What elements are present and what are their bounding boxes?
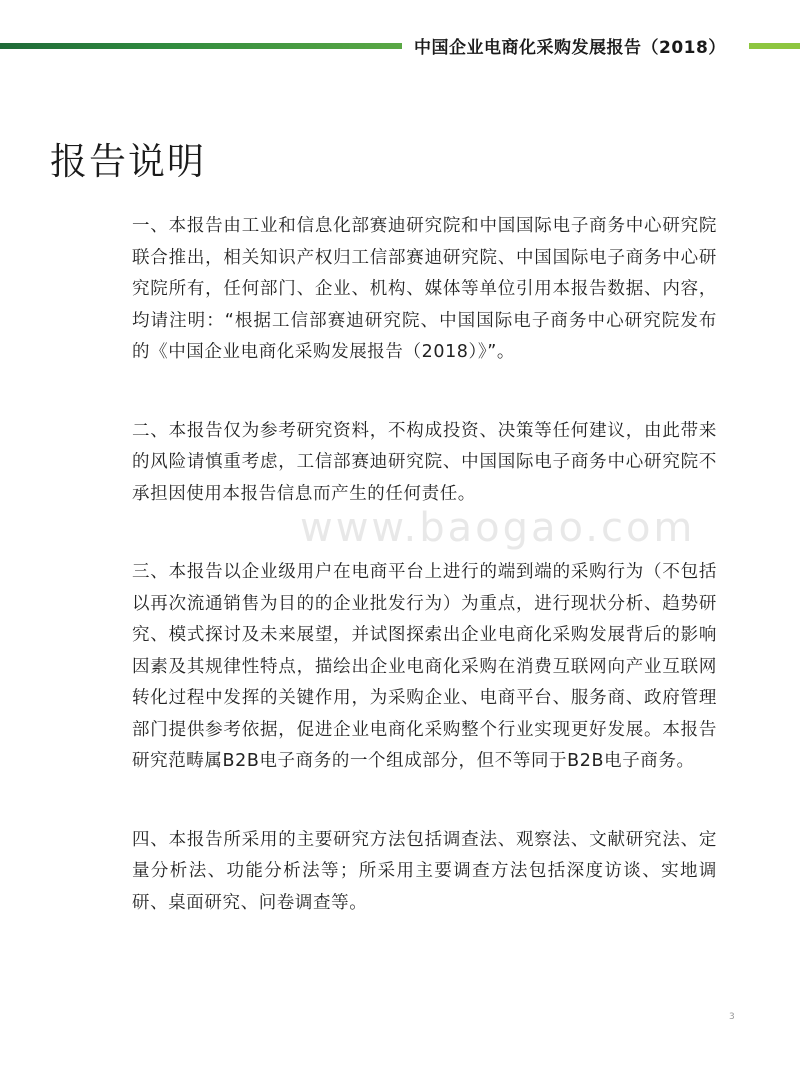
page-number: 3 (729, 1012, 735, 1022)
note-paragraph-2: 二、本报告仅为参考研究资料，不构成投资、决策等任何建议，由此带来的风险请慎重考虑，工信部赛迪研究院、中国国际电子商务中心研究院不承担因使用本报告信息而产生的任何责任。 (132, 420, 717, 504)
note-paragraph-3: 三、本报告以企业级用户在电商平台上进行的端到端的采购行为（不包括以再次流通销售为目的的企业批发行为）为重点，进行现状分析、趋势研究、模式探讨及未来展望，并试图探索出企业电商化采购发展背后的影响因素及其规律性特点，描绘出企业电商化采购在消费互联网向产业互联网转化过程中发挥的关键作用，为采购企业、电商平台、服务商、政府管理部门提供参考依据，促进企业电商化采购整个行业实现更好发展。本报告研究范畴属B2B电子商务的一个组成部分，但不等同于B2B电子商务。 (132, 562, 717, 771)
note-paragraph-4: 四、本报告所采用的主要研究方法包括调查法、观察法、文献研究法、定量分析法、功能分析法等；所采用主要调查方法包括深度访谈、实地调研、桌面研究、问卷调查等。 (132, 829, 717, 913)
report-header-title: 中国企业电商化采购发展报告（2018） (414, 38, 726, 58)
watermark: www.baogao.com (300, 505, 696, 551)
page-title: 报告说明 (50, 139, 206, 183)
report-notes (132, 211, 717, 966)
note-paragraph-1: 一、本报告由工业和信息化部赛迪研究院和中国国际电子商务中心研究院联合推出，相关知识产权归工信部赛迪研究院、中国国际电子商务中心研究院所有，任何部门、企业、机构、媒体等单位引用本报告数据、内容，均请注明：“根据工信部赛迪研究院、中国国际电子商务中心研究院发布的《中国企业电商化采购发展报告（2018）》”。 (132, 216, 717, 362)
header-accent-bar-left (0, 43, 402, 49)
header-accent-bar-right (749, 43, 800, 49)
